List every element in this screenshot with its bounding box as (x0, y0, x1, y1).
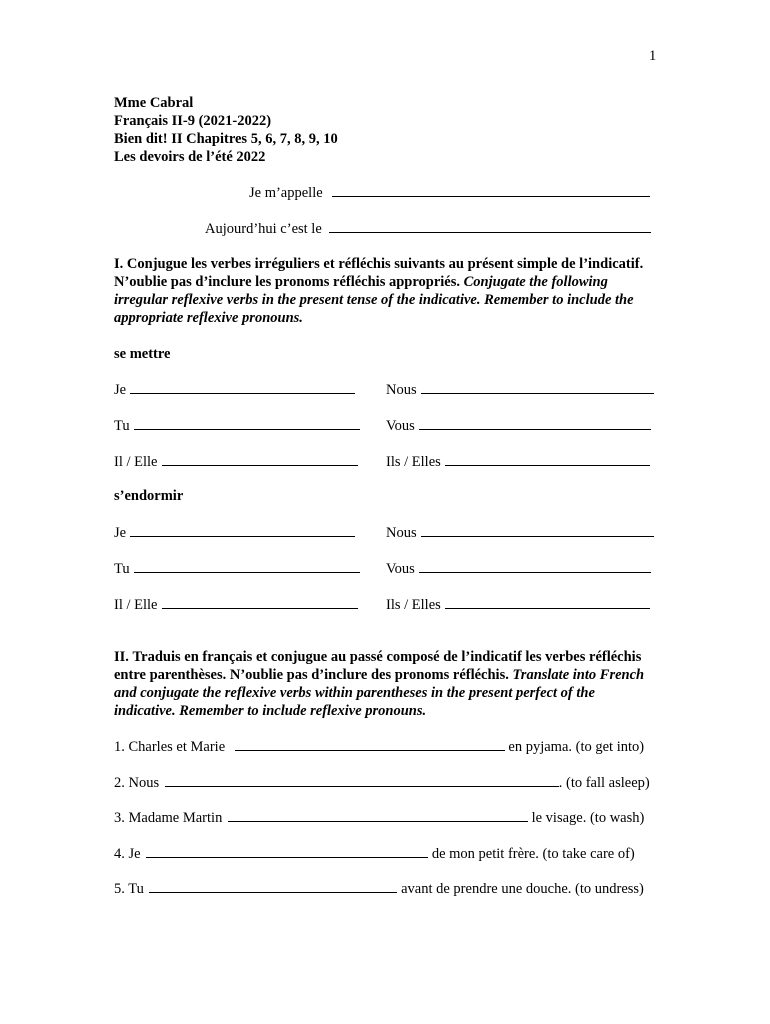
section1-numeral: I. (114, 256, 124, 272)
answer-blank[interactable] (149, 880, 397, 893)
conj-tu: Tu (114, 560, 360, 578)
conj-vous: Vous (386, 417, 651, 435)
conj-il-elle: Il / Elle (114, 596, 358, 614)
conj-il-elle: Il / Elle (114, 453, 358, 471)
answer-blank[interactable] (419, 560, 651, 573)
answer-blank[interactable] (235, 738, 505, 751)
answer-blank[interactable] (165, 774, 559, 787)
answer-blank[interactable] (228, 809, 528, 822)
date-blank[interactable] (329, 220, 651, 233)
verb-infinitive: se mettre (114, 346, 171, 362)
conj-je: Je (114, 524, 355, 542)
course-title: Français II-9 (2021-2022) (114, 113, 272, 129)
date-label: Aujourd’hui c’est le (205, 221, 322, 237)
answer-blank[interactable] (421, 524, 654, 537)
section1-instruction-fr: Conjugue les verbes irréguliers et réfléchis suivants au présent simple de l’indicatif. N’oublie pas d’inclure les pronoms réfléchis appropriés. (114, 256, 644, 290)
conj-vous: Vous (386, 560, 651, 578)
teacher-name: Mme Cabral (114, 95, 194, 111)
translation-item-5: 5. Tu avant de prendre une douche. (to undress) (114, 881, 644, 897)
section2-numeral: II. (114, 649, 129, 665)
page-number: 1 (649, 48, 657, 64)
answer-blank[interactable] (130, 524, 355, 537)
section2-instructions (114, 648, 659, 720)
answer-blank[interactable] (134, 417, 360, 430)
date-line (205, 220, 651, 238)
textbook-chapters: Bien dit! II Chapitres 5, 6, 7, 8, 9, 10 (114, 131, 338, 147)
section2-instruction-en: Translate into French and conjugate the reflexive verbs within parentheses in the present perfect of the indicative. Remember to include reflexive pronouns. (114, 667, 645, 719)
assignment-title: Les devoirs de l’été 2022 (114, 149, 266, 165)
answer-blank[interactable] (162, 596, 358, 609)
answer-blank[interactable] (162, 453, 358, 466)
translation-item-3: 3. Madame Martin le visage. (to wash) (114, 810, 645, 826)
name-line (249, 184, 650, 202)
conj-ils-elles: Ils / Elles (386, 453, 650, 471)
translation-item-1: 1. Charles et Marie en pyjama. (to get into) (114, 739, 645, 755)
answer-blank[interactable] (445, 453, 650, 466)
answer-blank[interactable] (445, 596, 650, 609)
verb-infinitive: s’endormir (114, 488, 184, 504)
translation-item-2: 2. Nous . (to fall asleep) (114, 775, 650, 791)
name-label: Je m’appelle (249, 185, 323, 201)
answer-blank[interactable] (419, 417, 651, 430)
answer-blank[interactable] (130, 381, 355, 394)
section2-instruction-fr: Traduis en français et conjugue au passé composé de l’indicatif les verbes réfléchis entre parenthèses. N’oublie pas d’inclure des pronoms réfléchis. (114, 649, 642, 683)
name-blank[interactable] (332, 184, 650, 197)
conj-je: Je (114, 381, 355, 399)
section1-instruction-en: Conjugate the following irregular reflexive verbs in the present tense of the indicative. Remember to include the appropriate reflexive pronouns. (114, 274, 634, 326)
translation-item-4: 4. Je de mon petit frère. (to take care of) (114, 846, 635, 862)
answer-blank[interactable] (146, 845, 428, 858)
conj-nous: Nous (386, 381, 654, 399)
section1-instructions (114, 255, 659, 327)
conj-tu: Tu (114, 417, 360, 435)
conj-nous: Nous (386, 524, 654, 542)
answer-blank[interactable] (134, 560, 360, 573)
conj-ils-elles: Ils / Elles (386, 596, 650, 614)
answer-blank[interactable] (421, 381, 654, 394)
